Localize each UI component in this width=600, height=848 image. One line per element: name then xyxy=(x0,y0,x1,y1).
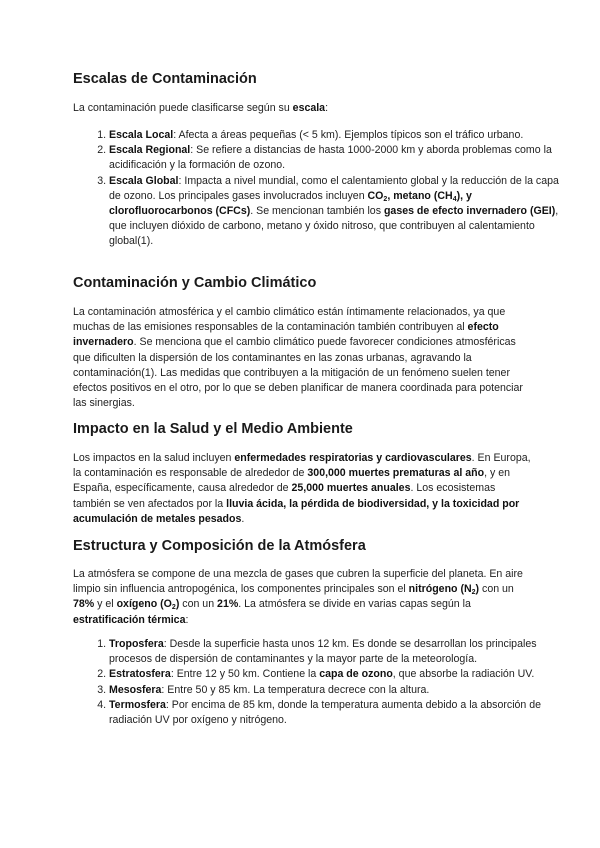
list-item: 2. Estratosfera: Entre 12 y 50 km. Contiene la capa de ozono, que absorbe la radiación UV. xyxy=(109,667,567,682)
list-item: 2. Escala Regional: Se refiere a distancias de hasta 1000-2000 km y aborda problemas como la acidificación y la formación de ozono. xyxy=(109,143,567,173)
heading-impacto: Impacto en la Salud y el Medio Ambiente xyxy=(73,421,353,437)
list-item: 3. Escala Global: Impacta a nivel mundial, como el calentamiento global y la reducción de la capa de ozono. Los principales gases involucrados incluyen $CO_2$, metano $(CH_4)$, y clorofluorocarbonos (CFCs). Se mencionan también los gases de efecto invernadero (GEI), que incluyen dióxido de carbono, metano y óxido nitroso, que contribuyen al calentamiento global(1). xyxy=(109,174,567,250)
escalas-list xyxy=(73,128,567,250)
heading-escalas: Escalas de Contaminación xyxy=(73,71,257,87)
cambio-climatico-paragraph: La contaminación atmosférica y el cambio climático están íntimamente relacionados, ya que muchas de las emisiones responsables de la contaminación también contribuyen al efecto invernadero. Se menciona que el cambio climático puede favorecer condiciones atmosféricas que dificulten la dispersión de los contaminantes en las zonas urbanas, agravando la contaminación(1). Las medidas que contribuyen a la mitigación de un fenómeno suelen tener efectos positivos en el otro, por lo que se deben planificar de manera coordinada para potenciar las sinergias. xyxy=(73,306,523,410)
impacto-paragraph: Los impactos en la salud incluyen enfermedades respiratorias y cardiovasculares. En Europa, la contaminación es responsable de alrededor de 300,000 muertes prematuras al año, y en España, específicamente, causa alrededor de 25,000 muertes anuales. Los ecosistemas también se ven afectados por la lluvia ácida, la pérdida de biodiversidad, y la toxicidad por acumulación de metales pesados. xyxy=(73,452,531,525)
heading-atmosfera: Estructura y Composición de la Atmósfera xyxy=(73,538,366,554)
list-item: 3. Mesosfera: Entre 50 y 85 km. La temperatura decrece con la altura. xyxy=(109,683,567,698)
capas-list xyxy=(73,637,567,728)
heading-cambio-climatico: Contaminación y Cambio Climático xyxy=(73,275,317,291)
list-item: 1. Troposfera: Desde la superficie hasta unos 12 km. Es donde se desarrollan los principales procesos de dispersión de contaminantes y la mayor parte de la meteorología. xyxy=(109,637,567,667)
list-item: 1. Escala Local: Afecta a áreas pequeñas (< 5 km). Ejemplos típicos son el tráfico urbano. xyxy=(109,128,567,143)
list-item: 4. Termosfera: Por encima de 85 km, donde la temperatura aumenta debido a la absorción de radiación UV por oxígeno y nitrógeno. xyxy=(109,698,567,728)
escalas-intro: La contaminación puede clasificarse según su escala: xyxy=(73,102,329,114)
atmosfera-paragraph: La atmósfera se compone de una mezcla de gases que cubren la superficie del planeta. En aire limpio sin influencia antropogénica, los componentes principales son el nitrógeno $(N_2)$ con un 78% y el oxígeno $(O_2)$ con un 21%. La atmósfera se divide en varias capas según la estratificación térmica: xyxy=(73,568,523,626)
